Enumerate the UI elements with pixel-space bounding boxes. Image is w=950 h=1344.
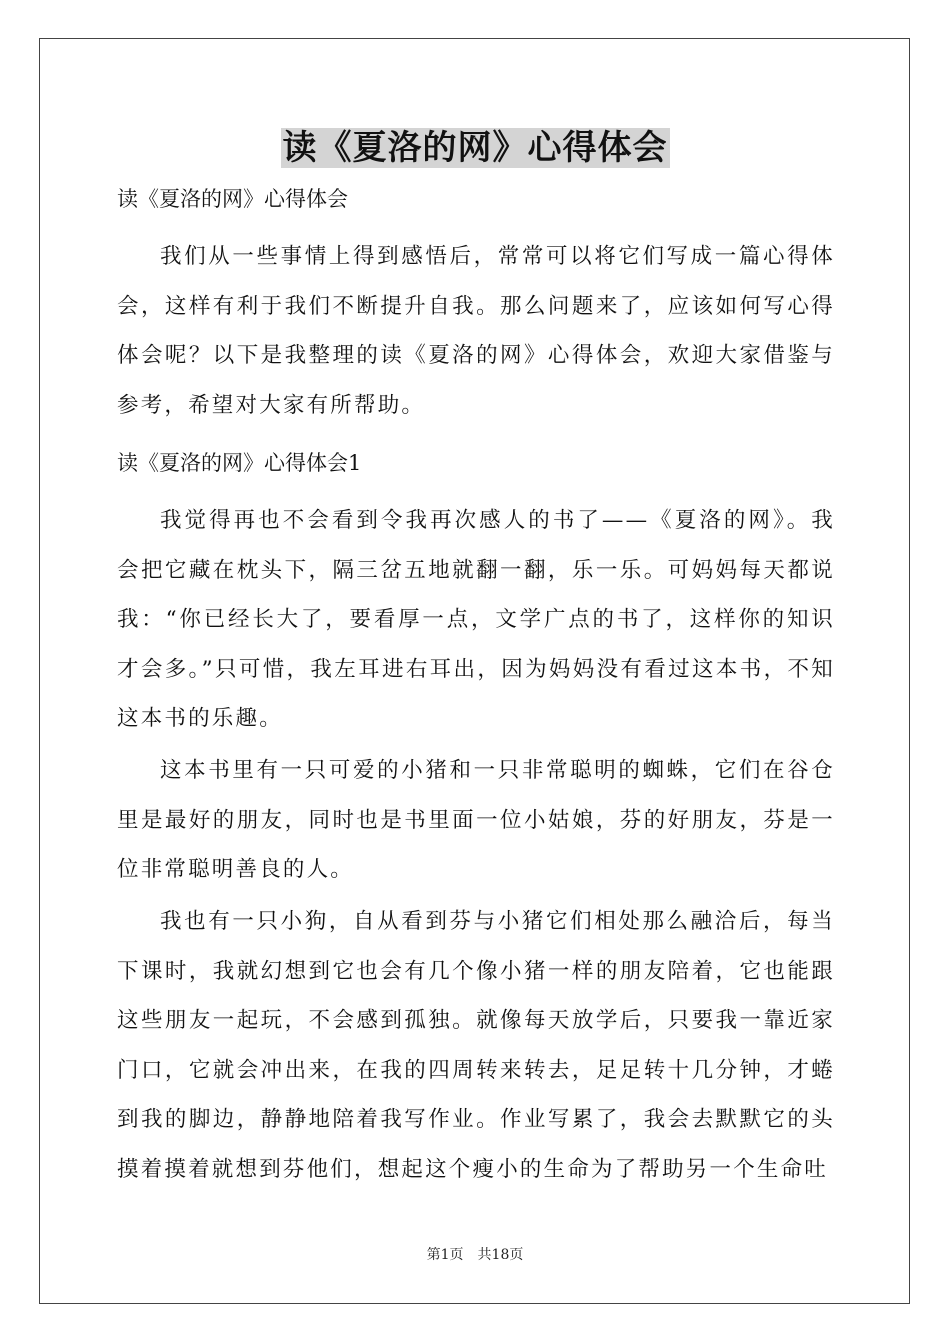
body-paragraph-1: 我觉得再也不会看到令我再次感人的书了——《夏洛的网》。我会把它藏在枕头下，隔三岔五地就翻一翻，乐一乐。可妈妈每天都说我：“你已经长大了，要看厚一点，文学广点的书了，这样你的知识才会多。”只可惜，我左耳进右耳出，因为妈妈没有看过这本书，不知这本书的乐趣。: [117, 508, 835, 731]
document-body: [117, 182, 835, 1195]
document-title: [0, 124, 950, 172]
intro-paragraph: 我们从一些事情上得到感悟后，常常可以将它们写成一篇心得体会，这样有利于我们不断提升自我。那么问题来了，应该如何写心得体会呢？以下是我整理的读《夏洛的网》心得体会，欢迎大家借鉴与参考，希望对大家有所帮助。: [117, 244, 835, 418]
body-paragraph-2: 这本书里有一只可爱的小猪和一只非常聪明的蜘蛛，它们在谷仓里是最好的朋友，同时也是书里面一位小姑娘，芬的好朋友，芬是一位非常聪明善良的人。: [117, 758, 835, 882]
document-subtitle: 读《夏洛的网》心得体会: [117, 187, 348, 211]
section-heading: 读《夏洛的网》心得体会1: [117, 451, 362, 475]
page-number: 第1页: [426, 1247, 464, 1263]
document-title-text: 读《夏洛的网》心得体会: [282, 128, 668, 168]
page-total: 共18页: [477, 1247, 524, 1263]
page-footer: [0, 1245, 950, 1265]
body-paragraph-3: 我也有一只小狗，自从看到芬与小猪它们相处那么融洽后，每当下课时，我就幻想到它也会有几个像小猪一样的朋友陪着，它也能跟这些朋友一起玩，不会感到孤独。就像每天放学后，只要我一靠近家门口，它就会冲出来，在我的四周转来转去，足足转十几分钟，才蜷到我的脚边，静静地陪着我写作业。作业写累了，我会去默默它的头摸着摸着就想到芬他们，想起这个瘦小的生命为了帮助另一个生命吐: [117, 909, 835, 1182]
